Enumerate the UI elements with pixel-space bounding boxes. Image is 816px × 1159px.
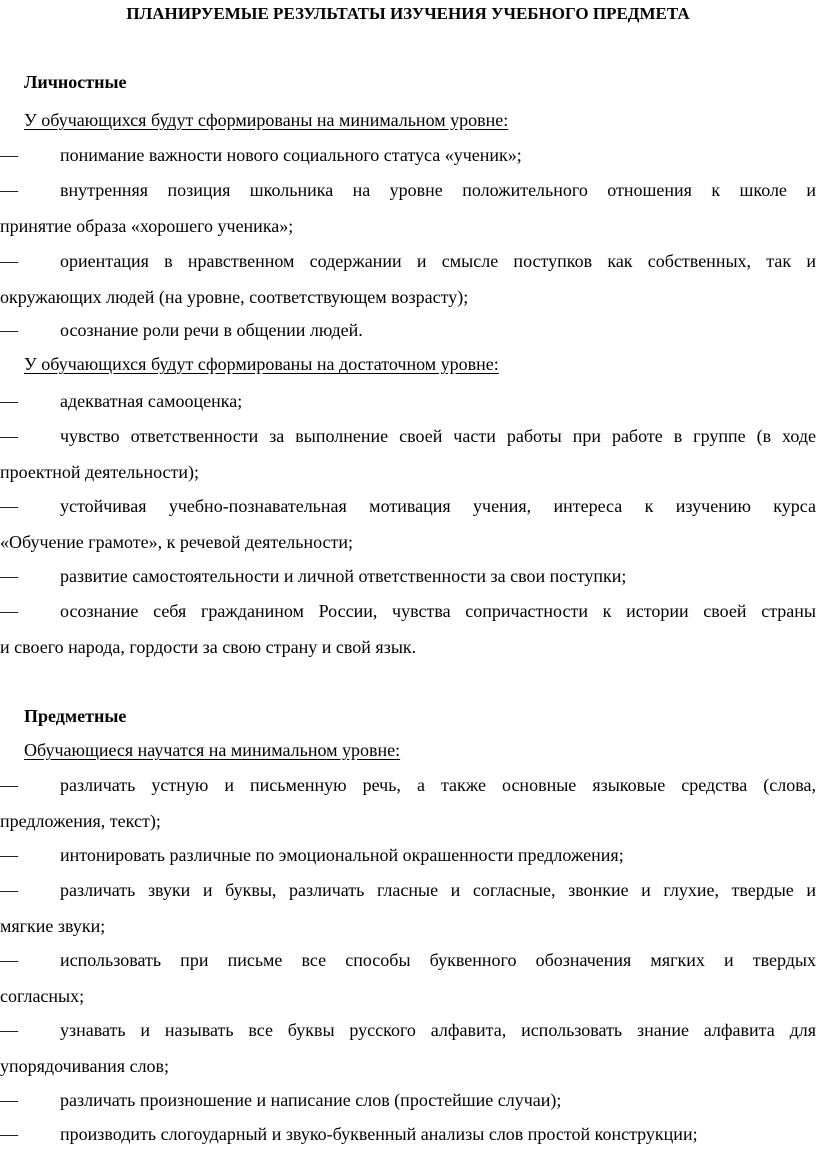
list-item-text: различать устную и письменную речь, а также основные языковые средства (слова, — [60, 775, 816, 795]
dash-marker: — — [0, 1020, 18, 1040]
dash-marker: — — [0, 251, 18, 271]
dash-marker: — — [0, 566, 18, 586]
list-item-text: различать произношение и написание слов (простейшие случаи); — [60, 1090, 562, 1110]
list-item-text-continued: предложения, текст); — [0, 811, 161, 831]
personal-suff-level-intro: У обучающихся будут сформированы на достаточном уровне: — [24, 354, 499, 374]
dash-marker: — — [0, 845, 18, 865]
dash-marker: — — [0, 601, 18, 621]
list-item-text-continued: и своего народа, гордости за свою страну и свой язык. — [0, 637, 417, 657]
page-title: ПЛАНИРУЕМЫЕ РЕЗУЛЬТАТЫ ИЗУЧЕНИЯ УЧЕБНОГО ПРЕДМЕТА — [126, 4, 690, 23]
dash-marker: — — [0, 426, 18, 446]
list-item-text: адекватная самооценка; — [60, 391, 243, 411]
list-item-text-continued: проектной деятельности); — [0, 462, 200, 482]
list-item-text: ориентация в нравственном содержании и смысле поступков как собственных, так и — [60, 251, 816, 271]
list-item-text: чувство ответственности за выполнение своей части работы при работе в группе (в ходе — [60, 426, 816, 446]
dash-marker: — — [0, 950, 18, 970]
list-item-text: узнавать и называть все буквы русского алфавита, использовать знание алфавита для — [60, 1020, 816, 1040]
list-item-text-continued: «Обучение грамоте», к речевой деятельности; — [0, 532, 354, 552]
personal-min-level-intro: У обучающихся будут сформированы на минимальном уровне: — [24, 110, 509, 130]
list-item-text: осознание себя гражданином России, чувства сопричастности к истории своей страны — [60, 601, 816, 621]
dash-marker: — — [0, 775, 18, 795]
list-item-text: развитие самостоятельности и личной ответственности за свои поступки; — [60, 566, 627, 586]
dash-marker: — — [0, 1124, 18, 1144]
subject-min-level-intro: Обучающиеся научатся на минимальном уровне: — [24, 740, 401, 760]
dash-marker: — — [0, 320, 18, 340]
list-item-text: использовать при письме все способы буквенного обозначения мягких и твердых — [60, 950, 816, 970]
list-item-text: производить слогоударный и звуко-буквенный анализы слов простой конструкции; — [60, 1124, 698, 1144]
list-item-text: осознание роли речи в общении людей. — [60, 320, 363, 340]
list-item-text-continued: окружающих людей (на уровне, соответствующем возрасту); — [0, 287, 469, 307]
dash-marker: — — [0, 880, 18, 900]
dash-marker: — — [0, 391, 18, 411]
list-item-text: устойчивая учебно-познавательная мотивация учения, интереса к изучению курса — [60, 496, 816, 516]
section-heading-personal: Личностные — [24, 72, 127, 92]
dash-marker: — — [0, 1090, 18, 1110]
section-heading-subject: Предметные — [24, 706, 127, 726]
list-item-text-continued: мягкие звуки; — [0, 916, 106, 936]
list-item-text: понимание важности нового социального статуса «ученик»; — [60, 145, 522, 165]
dash-marker: — — [0, 145, 18, 165]
dash-marker: — — [0, 496, 18, 516]
list-item-text: различать звуки и буквы, различать гласные и согласные, звонкие и глухие, твердые и — [60, 880, 816, 900]
list-item-text-continued: упорядочивания слов; — [0, 1056, 170, 1076]
list-item-text: внутренняя позиция школьника на уровне положительного отношения к школе и — [60, 180, 816, 200]
list-item-text-continued: согласных; — [0, 986, 85, 1006]
list-item-text: интонировать различные по эмоциональной окрашенности предложения; — [60, 845, 624, 865]
dash-marker: — — [0, 180, 18, 200]
list-item-text-continued: принятие образа «хорошего ученика»; — [0, 216, 294, 236]
